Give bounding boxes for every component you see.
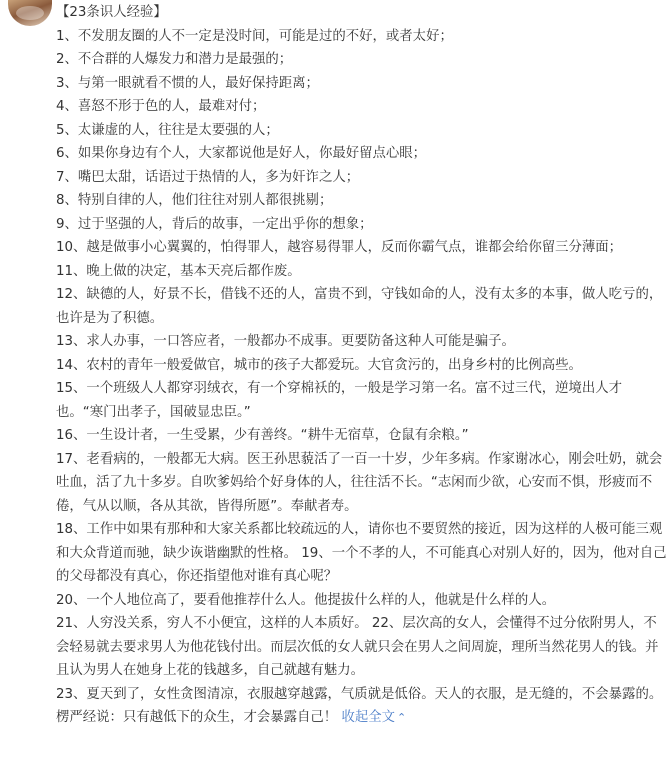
list-item: 12、缺德的人，好景不长，借钱不还的人，富贵不到，守钱如命的人，没有太多的本事，做人吃亏的，也许是为了积德。 <box>56 287 663 326</box>
list-item: 16、一生设计者，一生受累，少有善终。“耕牛无宿草，仓鼠有余粮。” <box>56 428 469 443</box>
list-item: 20、一个人地位高了，要看他推荐什么人。他提拔什么样的人，他就是什么样的人。 <box>56 592 556 608</box>
list-item: 1、不发朋友圈的人不一定是没时间，可能是过的不好，或者太好； <box>56 28 453 44</box>
list-item: 14、农村的青年一般爱做官，城市的孩子大都爱玩。大官贪污的，出身乡村的比例高些。 <box>56 357 582 373</box>
list-item: 4、喜怒不形于色的人，最难对付； <box>56 99 266 114</box>
list-item: 9、过于坚强的人，背后的故事，一定出乎你的想象； <box>56 216 373 232</box>
list-item: 15、一个班级人人都穿羽绒衣，有一个穿棉袄的，一般是学习第一名。富不过三代，逆境出人才也。“寒门出孝子，国破显忠臣。” <box>56 381 623 420</box>
list-item-text: 23、夏天到了，女性贪图清凉，衣服越穿越露，气质就是低俗。天人的衣服，是无缝的，不会暴露的。楞严经说：只有越低下的众生，才会暴露自己！ <box>56 686 663 725</box>
list-item: 18、工作中如果有那种和大家关系都比较疏远的人，请你也不要贸然的接近，因为这样的人极可能三观和大众背道而驰，缺少诙谐幽默的性格。 19、一个不孝的人，不可能真心对别人好的，因为，他对自己的父母都没有真心，你还指望他对谁有真心呢？ <box>56 522 667 584</box>
chevron-up-icon: ⌃ <box>397 711 407 724</box>
list-item: 5、太谦虚的人，往往是太要强的人； <box>56 122 279 138</box>
post-title: 【23条识人经验】 <box>56 5 167 20</box>
list-item: 6、如果你身边有个人，大家都说他是好人，你最好留点心眼； <box>56 146 427 161</box>
list-item-last <box>56 683 667 730</box>
avatar[interactable] <box>8 0 52 26</box>
list-item: 3、与第一眼就看不惯的人，最好保持距离； <box>56 75 319 91</box>
collapse-label: 收起全文 <box>341 710 396 725</box>
list-item: 7、嘴巴太甜，话语过于热情的人，多为奸诈之人； <box>56 169 360 185</box>
list-item: 11、晚上做的决定，基本天亮后都作废。 <box>56 263 301 279</box>
list-item: 10、越是做事小心翼翼的，怕得罪人，越容易得罪人，反而你霸气点，谁都会给你留三分薄面； <box>56 240 623 255</box>
list-item: 13、求人办事，一口答应者，一般都办不成事。更要防备这种人可能是骗子。 <box>56 334 515 349</box>
collapse-full-text-link[interactable] <box>341 710 406 725</box>
list-item: 17、老看病的，一般都无大病。医王孙思藐活了一百一十岁，少年多病。作家谢冰心，刚会吐奶，就会吐血，活了九十多岁。自吹爹妈给个好身体的人，往往活不长。“志闲而少欲，心安而不惧，形疲而不倦，气从以顺，各从其欲，皆得所愿”。奉献者寿。 <box>56 451 663 514</box>
list-item: 2、不合群的人爆发力和潜力是最强的； <box>56 52 293 67</box>
list-item: 8、特别自律的人，他们往往对别人都很挑剔； <box>56 193 333 208</box>
post-body <box>56 1 667 730</box>
list-item: 21、人穷没关系，穷人不小便宜，这样的人本质好。 22、层次高的女人，会懂得不过分依附男人，不会轻易就去要求男人为他花钱付出。而层次低的女人就只会在男人之间周旋，理所当然花男人的钱。并且认为男人在她身上花的钱越多，自己就越有魅力。 <box>56 616 659 678</box>
